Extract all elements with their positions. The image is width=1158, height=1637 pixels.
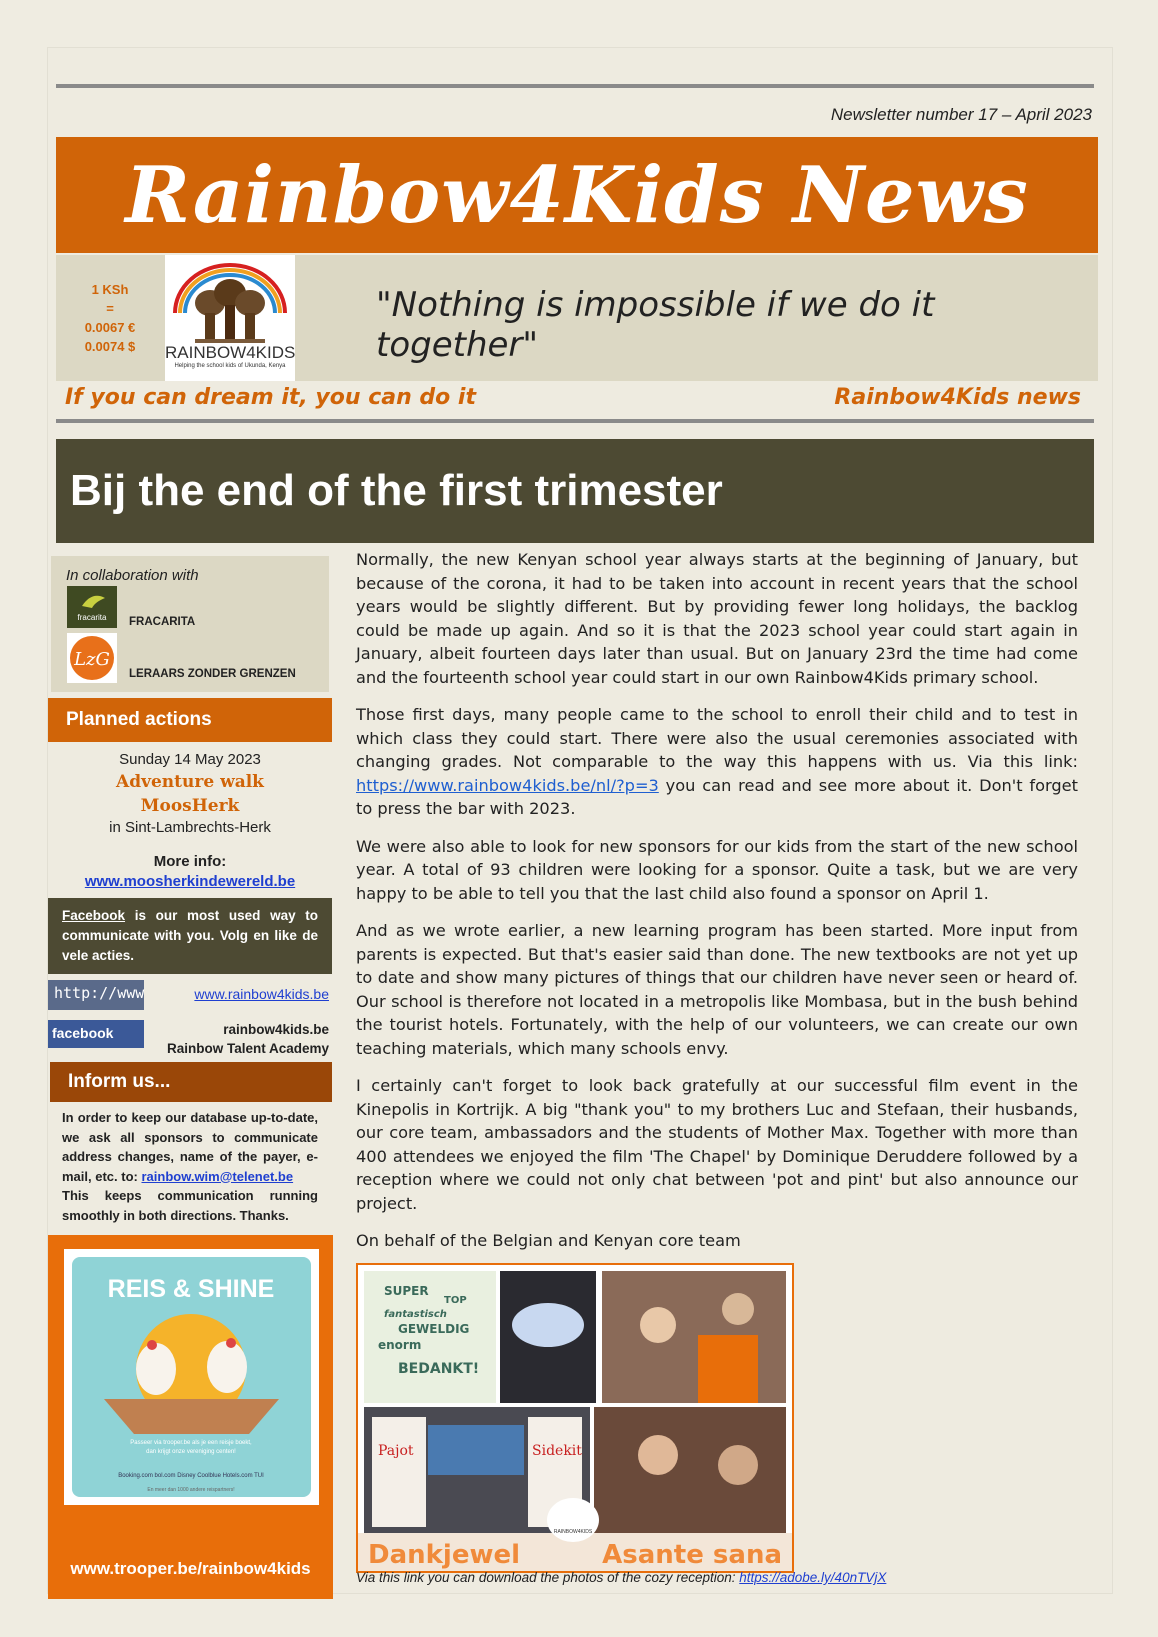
more-info-link[interactable]: www.moosherkindewereld.be: [84, 873, 296, 890]
collaboration-box: [51, 556, 329, 692]
logo-tagline: Helping the school kids of Ukunda, Kenya: [174, 363, 286, 369]
lzg-logo: [67, 633, 117, 683]
event-place: in Sint-Lambrechts-Herk: [109, 819, 271, 836]
article-paragraph: [356, 703, 1078, 821]
logo-text: RAINBOW4KIDS: [165, 343, 296, 362]
masthead-title: Rainbow4Kids News: [125, 149, 1029, 241]
article-paragraph: And as we wrote earlier, a new learning program has been started. More input from parents is expected. But that's easier said than done. The new textbooks are not yet up to date and show many pictures of things that our children have never seen or heard of. Our school is therefore not located in a metropolis like Mombasa, but in the bush behind the tourist hotels. Fortunately, with the help of our volunteers, we can create our own teaching materials, which many schools envy.: [356, 921, 1078, 1058]
planned-actions-heading: Planned actions: [48, 698, 332, 742]
trooper-poster: [64, 1249, 319, 1505]
lzg-logo-text: LzG: [74, 649, 110, 670]
signature-line: On behalf of the Belgian and Kenyan core team: [356, 1231, 741, 1250]
banner: [56, 255, 1098, 381]
article-headline: Bij the end of the first trimester: [70, 466, 723, 515]
rate-line: =: [106, 301, 114, 316]
collaboration-label: In collaboration with: [66, 567, 199, 584]
motto-left: If you can dream it, you can do it: [65, 385, 476, 410]
collage-logo-text: RAINBOW4KIDS: [553, 1529, 593, 1535]
photo-caption: [356, 1570, 886, 1585]
collage-thanks: Asante sana: [602, 1540, 782, 1570]
fracarita-logo-icon: [67, 586, 117, 628]
photo-collage-art: [358, 1265, 792, 1571]
org-fracarita: FRACARITA: [129, 616, 196, 628]
banner-text: Pajot: [378, 1443, 414, 1459]
card-word: enorm: [378, 1338, 422, 1352]
rate-line: 0.0074 $: [84, 339, 136, 354]
currency-rate: [56, 255, 164, 381]
article-paragraph: Normally, the new Kenyan school year always starts at the beginning of January, but because of the corona, it had to be taken into account in recent years that the school years would be slightly different. But by providing fewer long holidays, the backlog could be made up again. And so it is that the 2023 school year could start again in January, albeit fourteen days later than usual. But on January 23rd the time had come and the fourteenth school year could start in our own Rainbow4Kids primary school.: [356, 550, 1078, 687]
facebook-page: Rainbow Talent Academy: [166, 1041, 329, 1056]
poster-partners: Booking.com bol.com Disney Coolblue Hotels.com TUI: [118, 1473, 264, 1479]
planned-actions: [48, 742, 332, 892]
poster-title: REIS & SHINE: [107, 1275, 275, 1303]
poster-text: Passeer via trooper.be als je een reisje boekt,: [130, 1440, 252, 1446]
inform-email-link[interactable]: rainbow.wim@telenet.be: [141, 1168, 294, 1184]
trooper-link[interactable]: www.trooper.be/rainbow4kids: [70, 1559, 311, 1578]
photo-collage: [356, 1263, 794, 1573]
trooper-block: [48, 1235, 333, 1599]
article-headline-bar: [56, 439, 1094, 543]
facebook-icon-text: facebook: [52, 1025, 114, 1041]
article-paragraph-text: Those first days, many people came to the school to enroll their child and to test in which class they could start. There were also the usual ceremonies associated with changing grades. Not comparable to the way this happens with us. Via this link:: [356, 705, 1078, 771]
event-date: Sunday 14 May 2023: [119, 751, 261, 768]
facebook-icon: [48, 1020, 144, 1048]
facebook-note: [48, 898, 332, 974]
card-word: GEWELDIG: [398, 1322, 470, 1336]
inform-text-2: This keeps communication running smoothly in both directions. Thanks.: [62, 1188, 318, 1223]
issue-number: Newsletter number 17 – April 2023: [830, 105, 1092, 124]
web-icon-text: http://www: [54, 984, 145, 1002]
sidebar: [48, 556, 332, 1599]
banner-text: Sidekit: [532, 1443, 582, 1459]
facebook-pages: [167, 1020, 329, 1058]
top-rule: [56, 84, 1094, 88]
org-lzg: LERAARS ZONDER GRENZEN: [129, 668, 296, 680]
caption-text: Via this link you can download the photos of the cozy reception:: [356, 1570, 740, 1585]
poster-more: En meer dan 1000 andere reispartners!: [147, 1487, 235, 1493]
article-paragraph-text: you can read and see more about it. Don't forget to press the bar with 2023.: [356, 775, 1078, 818]
fracarita-logo-text: fracarita: [77, 613, 107, 622]
inform-us-heading: Inform us...: [50, 1062, 332, 1102]
facebook-link[interactable]: Facebook: [62, 908, 126, 923]
fracarita-logo: [67, 586, 117, 628]
rate-line: 1 KSh: [91, 282, 129, 297]
inform-text: In order to keep our database up-to-date, we ask all sponsors to communicate address changes, name of the payer, e-mail, etc. to:: [62, 1110, 318, 1184]
trooper-poster-art: [64, 1249, 319, 1505]
section-rule: [56, 419, 1094, 423]
more-info-label: More info:: [153, 853, 227, 870]
website-row: [48, 978, 332, 1018]
rainbow4kids-logo: [165, 255, 295, 381]
facebook-row: [48, 1018, 332, 1062]
card-word: SUPER: [384, 1284, 429, 1298]
poster-text: dan krijgt onze vereniging centen!: [146, 1449, 236, 1455]
quote: "Nothing is impossible if we do it together": [376, 285, 935, 365]
collage-thanks: Dankjewel: [368, 1540, 521, 1570]
website-link[interactable]: www.rainbow4kids.be: [194, 986, 329, 1002]
caption-link[interactable]: https://adobe.ly/40nTVjX: [739, 1570, 887, 1585]
rate-line: 0.0067 €: [84, 320, 136, 335]
facebook-page: rainbow4kids.be: [223, 1022, 329, 1037]
event-name: MoosHerk: [140, 796, 240, 816]
lzg-logo-icon: [67, 633, 117, 683]
card-word: fantastisch: [384, 1309, 447, 1320]
inform-us: [48, 1102, 332, 1231]
article-link[interactable]: https://www.rainbow4kids.be/nl/?p=3: [356, 775, 659, 795]
motto-right: Rainbow4Kids news: [834, 385, 1081, 410]
web-address-icon: [48, 980, 144, 1010]
card-word: BEDANKT!: [398, 1361, 480, 1377]
card-word: TOP: [444, 1295, 467, 1306]
article-body: [356, 548, 1078, 1304]
article-paragraph: We were also able to look for new sponsors for our kids from the start of the new school year. A total of 93 children were looking for a sponsor. Quite a task, but we are very happy to be able to tell you that the last child also found a sponsor on April 1.: [356, 836, 1078, 903]
article-paragraph: I certainly can't forget to look back gratefully at our successful film event in the Kinepolis in Kortrijk. A big "thank you" to my brothers Luc and Stefaan, their husbands, our core team, ambassadors and the students of Mother Max. Together with more than 400 attendees we enjoyed the film 'The Chapel' by Dominique Deruddere followed by a reception where we could not only chat between 'pot and pint' but also announce our project.: [356, 1076, 1078, 1213]
facebook-note-text: is our most used way to communicate with you. Volg en like de vele acties.: [62, 908, 318, 963]
masthead: [56, 137, 1098, 253]
event-name: Adventure walk: [116, 772, 264, 792]
